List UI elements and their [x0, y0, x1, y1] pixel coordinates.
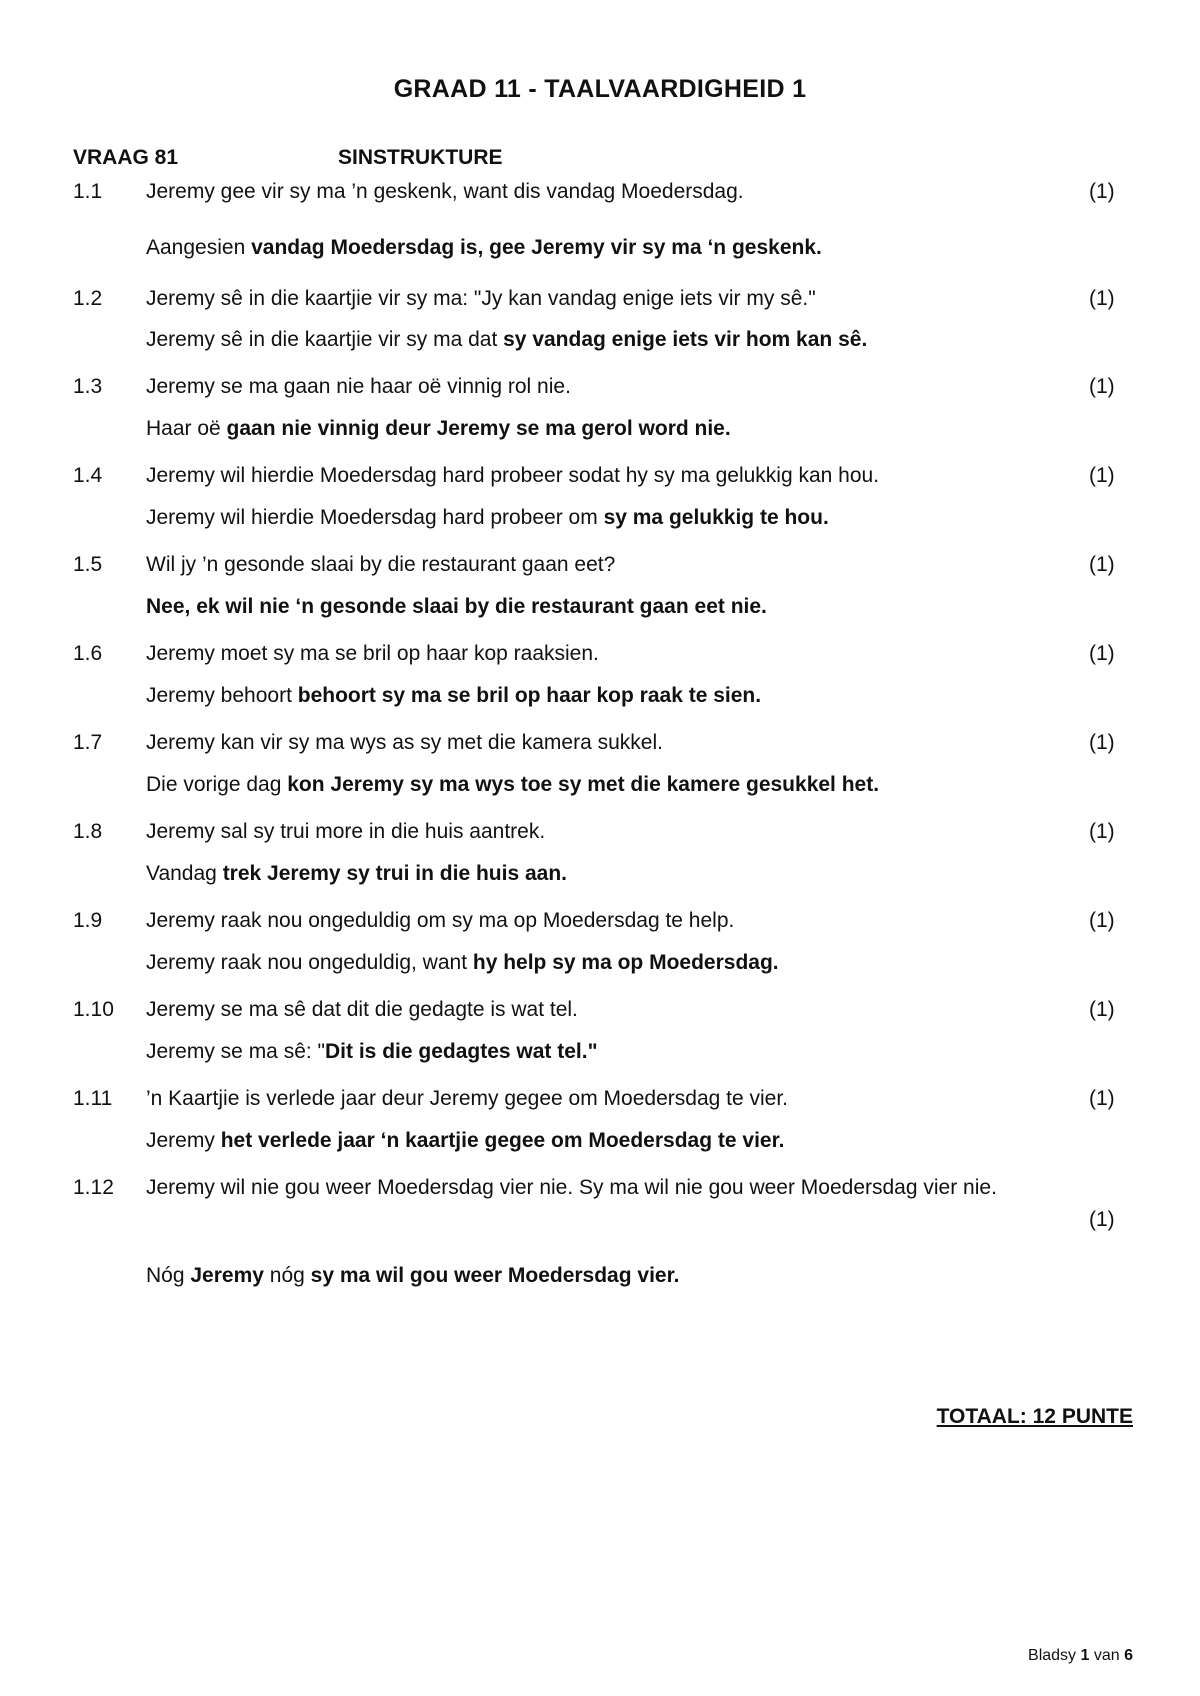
item-number: 1.6 — [73, 642, 103, 665]
page-title: GRAAD 11 - TAALVAARDIGHEID 1 — [393, 75, 807, 103]
answer-text: Nee, ek wil nie ‘n gesonde slaai by die restaurant gaan eet nie. — [146, 595, 767, 618]
question-text: Jeremy se ma gaan nie haar oë vinnig rol nie. — [146, 375, 571, 398]
answer-text: Jeremy het verlede jaar ‘n kaartjie gegee om Moedersdag te vier. — [146, 1129, 785, 1152]
question-number: VRAAG 81 — [73, 146, 179, 169]
question-text: Jeremy sal sy trui more in die huis aantrek. — [146, 820, 546, 843]
item-number: 1.7 — [73, 731, 103, 754]
mark: (1) — [1089, 1208, 1115, 1231]
answer-text: Die vorige dag kon Jeremy sy ma wys toe sy met die kamere gesukkel het. — [146, 773, 880, 796]
question-text: Jeremy se ma sê dat dit die gedagte is wat tel. — [146, 998, 578, 1021]
item-number: 1.5 — [73, 553, 103, 576]
answer-text: Jeremy wil hierdie Moedersdag hard probeer om sy ma gelukkig te hou. — [146, 506, 829, 529]
mark: (1) — [1089, 998, 1115, 1021]
question-text: Wil jy ’n gesonde slaai by die restaurant gaan eet? — [146, 553, 616, 576]
mark: (1) — [1089, 1087, 1115, 1110]
question-text: ’n Kaartjie is verlede jaar deur Jeremy gegee om Moedersdag te vier. — [146, 1087, 788, 1110]
mark: (1) — [1089, 180, 1115, 203]
mark: (1) — [1089, 731, 1115, 754]
item-number: 1.2 — [73, 287, 103, 310]
question-text: Jeremy sê in die kaartjie vir sy ma: "Jy kan vandag enige iets vir my sê." — [146, 287, 816, 310]
question-text: Jeremy raak nou ongeduldig om sy ma op Moedersdag te help. — [146, 909, 735, 932]
answer-text: Haar oë gaan nie vinnig deur Jeremy se ma gerol word nie. — [146, 417, 731, 440]
item-number: 1.10 — [73, 998, 114, 1021]
item-number: 1.12 — [73, 1176, 114, 1199]
section-heading: SINSTRUKTURE — [338, 146, 503, 169]
mark: (1) — [1089, 375, 1115, 398]
page-footer: Bladsy 1 van 6 — [1028, 1647, 1133, 1664]
mark: (1) — [1089, 464, 1115, 487]
item-number: 1.11 — [73, 1087, 113, 1110]
item-number: 1.1 — [73, 180, 103, 203]
answer-text: Jeremy se ma sê: "Dit is die gedagtes wat tel." — [146, 1040, 598, 1063]
item-number: 1.8 — [73, 820, 103, 843]
item-number: 1.3 — [73, 375, 103, 398]
question-text: Jeremy moet sy ma se bril op haar kop raaksien. — [146, 642, 599, 665]
question-text: Jeremy wil nie gou weer Moedersdag vier nie. Sy ma wil nie gou weer Moedersdag vier nie. — [146, 1176, 997, 1199]
mark: (1) — [1089, 287, 1115, 310]
mark: (1) — [1089, 820, 1115, 843]
question-text: Jeremy kan vir sy ma wys as sy met die kamera sukkel. — [146, 731, 663, 754]
mark: (1) — [1089, 642, 1115, 665]
answer-text: Jeremy raak nou ongeduldig, want hy help sy ma op Moedersdag. — [146, 951, 779, 974]
answer-text: Jeremy behoort behoort sy ma se bril op haar kop raak te sien. — [146, 684, 762, 707]
answer-text: Jeremy sê in die kaartjie vir sy ma dat sy vandag enige iets vir hom kan sê. — [146, 328, 868, 351]
item-number: 1.9 — [73, 909, 103, 932]
mark: (1) — [1089, 909, 1115, 932]
total-marks: TOTAAL: 12 PUNTE — [936, 1405, 1133, 1428]
answer-text: Aangesien vandag Moedersdag is, gee Jeremy vir sy ma ‘n geskenk. — [146, 236, 822, 259]
answer-text: Nóg Jeremy nóg sy ma wil gou weer Moedersdag vier. — [146, 1264, 680, 1287]
question-text: Jeremy wil hierdie Moedersdag hard probeer sodat hy sy ma gelukkig kan hou. — [146, 464, 880, 487]
answer-text: Vandag trek Jeremy sy trui in die huis aan. — [146, 862, 567, 885]
item-number: 1.4 — [73, 464, 103, 487]
mark: (1) — [1089, 553, 1115, 576]
question-text: Jeremy gee vir sy ma ’n geskenk, want dis vandag Moedersdag. — [146, 180, 744, 203]
